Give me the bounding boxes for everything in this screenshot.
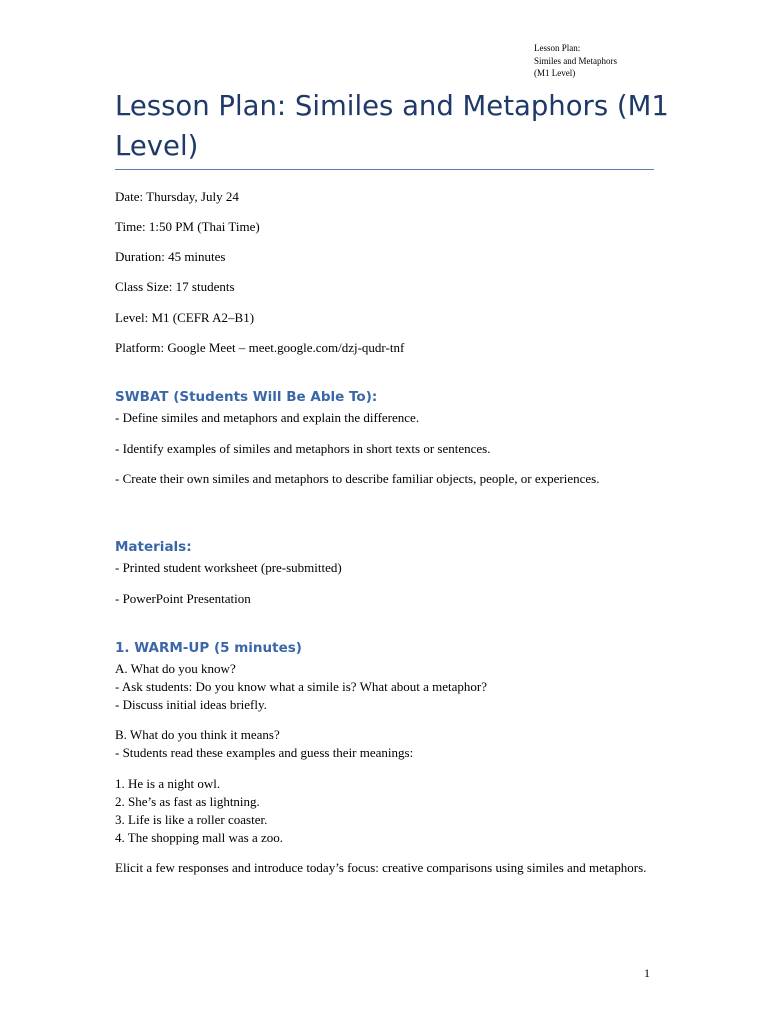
swbat-heading: SWBAT (Students Will Be Able To): (115, 389, 378, 405)
running-header-line: Similes and Metaphors (534, 55, 617, 66)
running-header (534, 42, 617, 80)
meta-duration: Duration: 45 minutes (115, 249, 226, 264)
warmup-examples-list (115, 775, 655, 847)
running-header-line: Lesson Plan: (534, 43, 581, 53)
example-item: 4. The shopping mall was a zoo. (115, 830, 284, 845)
meta-date: Date: Thursday, July 24 (115, 189, 239, 204)
meta-level: Level: M1 (CEFR A2–B1) (115, 310, 255, 325)
meta-class-size: Class Size: 17 students (115, 279, 235, 294)
example-item: 3. Life is like a roller coaster. (115, 812, 268, 827)
warmup-part-b-label: B. What do you think it means? (115, 727, 280, 742)
materials-item: - Printed student worksheet (pre-submitted) (115, 560, 342, 575)
example-item: 1. He is a night owl. (115, 776, 221, 791)
warmup-closing: Elicit a few responses and introduce today’s focus: creative comparisons using similes and metaphors. (115, 860, 647, 875)
warmup-part-b (115, 726, 655, 762)
warmup-heading: 1. WARM-UP (5 minutes) (115, 640, 302, 656)
example-item: 2. She’s as fast as lightning. (115, 794, 260, 809)
meta-time: Time: 1:50 PM (Thai Time) (115, 219, 260, 234)
page-number: 1 (644, 966, 650, 980)
materials-heading: Materials: (115, 539, 192, 555)
warmup-part-a-line: - Ask students: Do you know what a simile is? What about a metaphor? (115, 679, 487, 694)
materials-item: - PowerPoint Presentation (115, 591, 251, 606)
warmup-part-a (115, 660, 655, 714)
meta-platform: Platform: Google Meet – meet.google.com/dzj-qudr-tnf (115, 340, 405, 355)
warmup-part-a-line: - Discuss initial ideas briefly. (115, 697, 267, 712)
warmup-part-b-line: - Students read these examples and guess their meanings: (115, 745, 414, 760)
swbat-item: - Define similes and metaphors and explain the difference. (115, 410, 420, 425)
running-header-line: (M1 Level) (534, 68, 576, 78)
swbat-item: - Identify examples of similes and metaphors in short texts or sentences. (115, 441, 491, 456)
warmup-part-a-label: A. What do you know? (115, 661, 236, 676)
swbat-item: - Create their own similes and metaphors to describe familiar objects, people, or experiences. (115, 471, 600, 486)
document-title: Lesson Plan: Similes and Metaphors (M1 Level) (115, 90, 669, 162)
title-underline (115, 169, 654, 170)
